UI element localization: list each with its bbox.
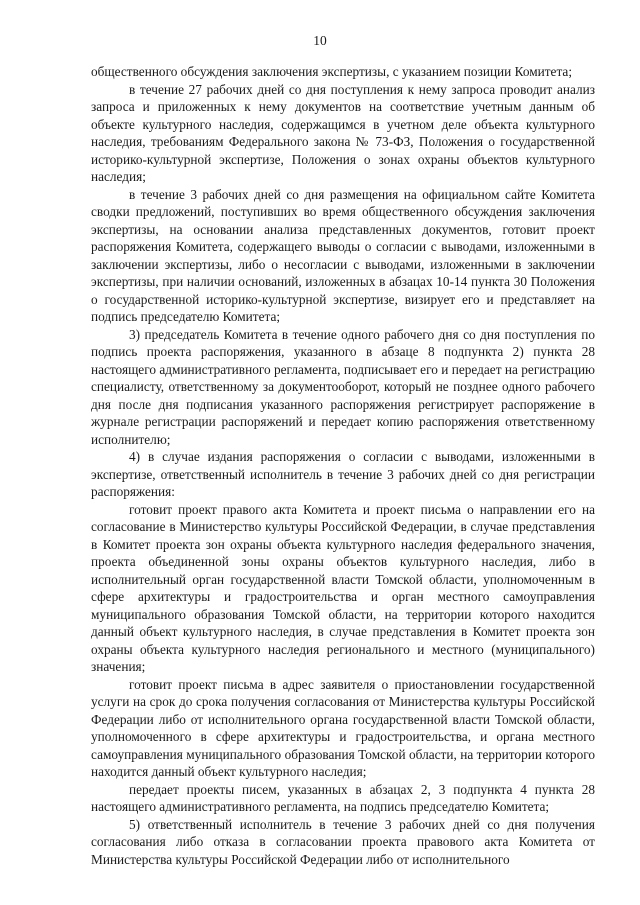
- paragraph: в течение 3 рабочих дней со дня размещения на официальном сайте Комитета сводки предложений, поступивших во время общественного обсуждения заключения экспертизы, на основании анализа представленных документов, готовит проект распоряжения Комитета, содержащего выводы о согласии с выводами, изложенными в заключении экспертизы, либо о несогласии с выводами, изложенными в заключении экспертизы, при наличии оснований, изложенных в абзацах 10-14 пункта 30 Положения о государственной историко-культурной экспертизе, визирует его и представляет на подпись председателю Комитета;: [91, 186, 595, 324]
- paragraph: 5) ответственный исполнитель в течение 3 рабочих дней со дня получения согласования либо отказа в согласовании проекта правового акта Комитета от Министерства культуры Российской Федерации либо от исполнительного: [91, 816, 595, 867]
- page-number: 10: [313, 33, 327, 48]
- paragraph: готовит проект письма в адрес заявителя о приостановлении государственной услуги на срок до срока получения согласования от Министерства культуры Российской Федерации либо от исполнительного органа государственной власти Томской области, уполномоченного в сфере архитектуры и градостроительства, и органа местного самоуправления муниципального образования Томской области, на территории которого находится данный объект культурного наследия;: [91, 676, 595, 779]
- paragraph: в течение 27 рабочих дней со дня поступления к нему запроса проводит анализ запроса и приложенных к нему документов на соответствие учетным данным об объекте культурного наследия, содержащимся в учетном деле объекта культурного наследия, требованиям Федерального закона № 73-ФЗ, Положения о государственной историко-культурной экспертизе, Положения о зонах охраны объектов культурного наследия;: [91, 81, 595, 184]
- document-body: [91, 63, 595, 868]
- paragraph: 3) председатель Комитета в течение одного рабочего дня со дня поступления по подпись проекта распоряжения, указанного в абзаце 8 подпункта 2) пункта 28 настоящего административного регламента, подписывает его и передает на регистрацию специалисту, ответственному за документооборот, который не позднее одного рабочего дня после дня подписания указанного распоряжения регистрирует распоряжение в журнале регистрации распоряжений и передает копию распоряжения ответственному исполнителю;: [91, 326, 595, 447]
- paragraph: передает проекты писем, указанных в абзацах 2, 3 подпункта 4 пункта 28 настоящего административного регламента, на подпись председателю Комитета;: [91, 781, 595, 814]
- paragraph: готовит проект правого акта Комитета и проект письма о направлении его на согласование в Министерство культуры Российской Федерации, в случае представления в Комитет проекта зон охраны объекта культурного наследия федерального значения, проекта объединенной зоны охраны объектов культурного наследия, либо в исполнительный орган государственной власти Томской области, уполномоченным в сфере архитектуры и градостроительства и орган местного самоуправления муниципального образования Томской области, на территории которого находится данный объект культурного наследия, в случае представления в Комитет проекта зон охраны объекта культурного наследия регионального и местного (муниципального) значения;: [91, 501, 595, 674]
- paragraph: общественного обсуждения заключения экспертизы, с указанием позиции Комитета;: [91, 64, 573, 79]
- paragraph: 4) в случае издания распоряжения о согласии с выводами, изложенными в экспертизе, ответственный исполнитель в течение 3 рабочих дней со дня регистрации распоряжения:: [91, 449, 595, 499]
